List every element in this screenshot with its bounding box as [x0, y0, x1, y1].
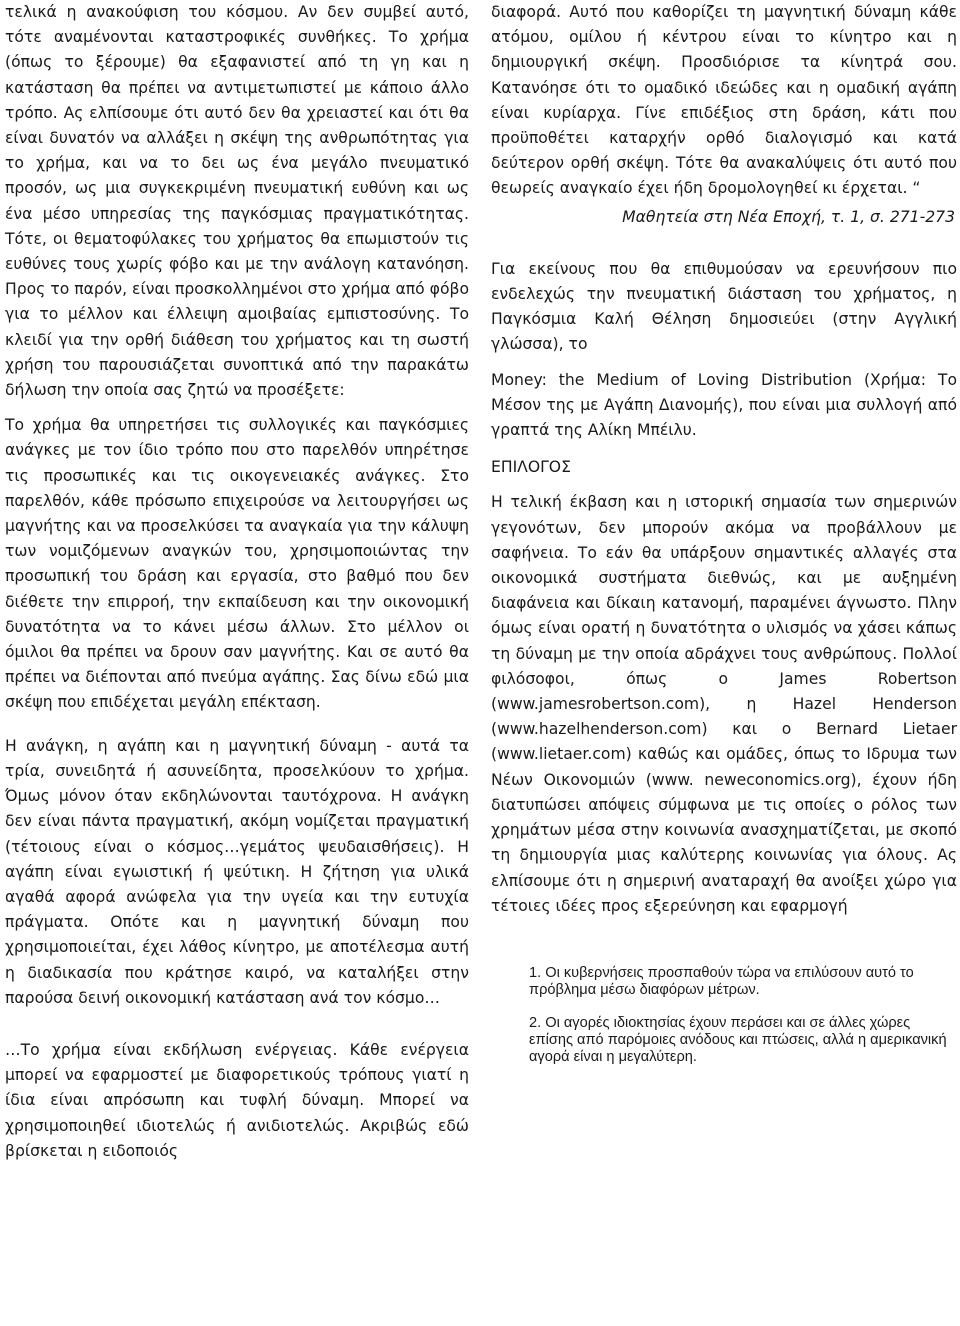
paragraph: Το χρήμα θα υπηρετήσει τις συλλογικές και παγκόσμιες ανάγκες με τον ίδιο τρόπο που στο παρελθόν υπηρέτησε τις προσωπικές και τις οικογενειακές ανάγκες. Στο παρελθόν, κάθε πρόσωπο επιχειρούσε να λειτουργήσει ως μαγνήτης και να προσελκύσει τα αναγκαία για την κάλυψη των νομιζόμενων αναγκών του, χρησιμοποιώντας την προσωπική του δράση και εργασία, στο βαθμό που δεν διέθετε την επιρροή, την εκπαίδευση και την οικονομική δυνατότητα να το κάνει μέσω άλλων. Στο μέλλον οι όμιλοι θα πρέπει να δρουν σαν μαγνήτης. Και σε αυτό θα πρέπει να διέπονται από πνεύμα αγάπης. Σας δίνω εδώ μια σκέψη που επιδέχεται μεγάλη επέκταση.: [5, 416, 469, 712]
citation: Μαθητεία στη Νέα Εποχή, τ. 1, σ. 271-273: [622, 207, 955, 226]
footnote: 1. Οι κυβερνήσεις προσπαθούν τώρα να επιλύσουν αυτό το πρόβλημα μέσω διαφόρων μέτρων.: [529, 964, 914, 998]
paragraph: …Το χρήμα είναι εκδήλωση ενέργειας. Κάθε ενέργεια μπορεί να εφαρμοστεί με διαφορετικούς τρόπους γιατί η ίδια είναι απρόσωπη και τυφλή δύναμη. Μπορεί να χρησιμοποιηθεί ιδιοτελώς ή ανιδιοτελώς. Ακριβώς εδώ βρίσκεται η ειδοποιός: [5, 1040, 469, 1160]
footnote: 2. Οι αγορές ιδιοκτησίας έχουν περάσει και σε άλλες χώρες επίσης από παρόμοιες ανόδους και πτώσεις, αλλά η αμερικανική αγορά είναι η μεγαλύτερη.: [529, 1014, 947, 1065]
footnotes: [529, 965, 957, 1066]
paragraph: Money: the Medium of Loving Distribution (Χρήμα: Το Μέσον της με Αγάπη Διανομής), που είναι μια συλλογή από γραπτά της Αλίκη Μπέιλυ.: [491, 370, 957, 440]
paragraph: Για εκείνους που θα επιθυμούσαν να ερευνήσουν πιο ενδελεχώς την πνευματική διάσταση του χρήματος, η Παγκόσμια Καλή Θέληση δημοσιεύει (στην Αγγλική γλώσσα), το: [491, 259, 957, 354]
paragraph: Η τελική έκβαση και η ιστορική σημασία των σημερινών γεγονότων, δεν μπορούν ακόμα να προβάλλουν με σαφήνεια. Το εάν θα υπάρξουν σημαντικές αλλαγές στα οικονομικά συστήματα διεθνώς, και με αυξημένη διαφάνεια και δίκαιη κατανομή, παραμένει άγνωστο. Πλην όμως είναι ορατή η δυνατότητα ο υλισμός να χάσει κάπως τη δύναμη με την οποία αδράχνει τους ανθρώπους. Πολλοί φιλόσοφοι, όπως ο James Robertson (www.jamesrobertson.com), η Hazel Henderson (www.hazelhenderson.com) και ο Bernard Lietaer (www.lietaer.com) καθώς και ομάδες, όπως το Ιδρυμα των Νέων Οικονομιών (www. neweconomics.org), έχουν ήδη διατυπώσει απόψεις σύμφωνα με τις οποίες ο ρόλος των χρημάτων μέσα στην κοινωνία ανασχηματίζεται, με σκοπό τη δημιουργία μιας καλύτερης κοινωνίας για όλους. Ας ελπίσουμε ότι η σημερινή αναταραχή θα ανοίξει χώρο για τέτοιες ιδέες προς εξερεύνηση και εφαρμογή: [491, 493, 957, 915]
paragraph: Η ανάγκη, η αγάπη και η μαγνητική δύναμη - αυτά τα τρία, συνειδητά ή ασυνείδητα, προσελκύουν το χρήμα. Όμως μόνον όταν εκδηλώνονται ταυτόχρονα. Η ανάγκη δεν είναι πάντα πραγματική, ακόμη νομίζεται πραγματική (τέτοιους είναι ο κόσμος…γεμάτος ψευδαισθήσεις). Η αγάπη είναι εγωιστική ή ψεύτικη. Η ζήτηση για υλικά αγαθά αφορά ανώφελα για την υγεία και την ευτυχία πράγματα. Οπότε και η μαγνητική δύναμη που χρησιμοποιείται, έχει λάθος κίνητρο, με αποτέλεσμα αυτή η διαδικασία που κράτησε καιρό, να καταλήξει στην παρούσα δεινή οικονομική κατάσταση ανά τον κόσμο…: [5, 736, 469, 1007]
left-column: [5, 0, 469, 1164]
paragraph: τελικά η ανακούφιση του κόσμου. Αν δεν συμβεί αυτό, τότε αναμένονται καταστροφικές συνθήκες. Το χρήμα (όπως το ξέρουμε) θα εξαφανιστεί από τη γη και η κατάσταση θα πρέπει να αντιμετωπιστεί με κάποιο άλλο τρόπο. Ας ελπίσουμε ότι αυτό δεν θα χρειαστεί και ότι θα είναι δυνατόν να αλλάξει η σκέψη της ανθρωπότητας για το χρήμα, και να το δει ως ένα μεγάλο πνευματικό προσόν, ως μια συγκεκριμένη πνευματική ευθύνη και ως ένα μέσο υπηρεσίας της παγκόσμιας πραγματικότητας. Τότε, οι θεματοφύλακες του χρήματος θα επωμιστούν τις ευθύνες τους χωρίς φόβο και με την ανάλογη κατανόηση. Προς το παρόν, είναι προσκολλημένοι στο χρήμα από φόβο για το μέλλον και έλλειψη αμοιβαίας εμπιστοσύνης. Το κλειδί για την ορθή διάθεση του χρήματος και τη σωστή χρήση του παρουσιάζεται συνοπτικά από την παρακάτω δήλωση την οποία σας ζητώ να προσέξετε:: [5, 3, 469, 400]
right-column: [491, 0, 957, 1082]
section-heading: ΕΠΙΛΟΓΟΣ: [491, 458, 571, 477]
paragraph: διαφορά. Αυτό που καθορίζει τη μαγνητική δύναμη κάθε ατόμου, ομίλου ή κέντρου είναι το κίνητρο και η δημιουργική σκέψη. Προσδιόρισε τα κίνητρά σου. Κατανόησε ότι το ομαδικό ιδεώδες και η ομαδική αγάπη είναι κυρίαρχα. Γίνε επιδέξιος στη δράση, κάτι που προϋποθέτει καταρχήν ορθό διαλογισμό και κατά δεύτερον ορθή σκέψη. Τότε θα ανακαλύψεις ότι αυτό που θεωρείς αναγκαίο έχει ήδη δρομολογηθεί κι έρχεται. “: [491, 3, 957, 198]
